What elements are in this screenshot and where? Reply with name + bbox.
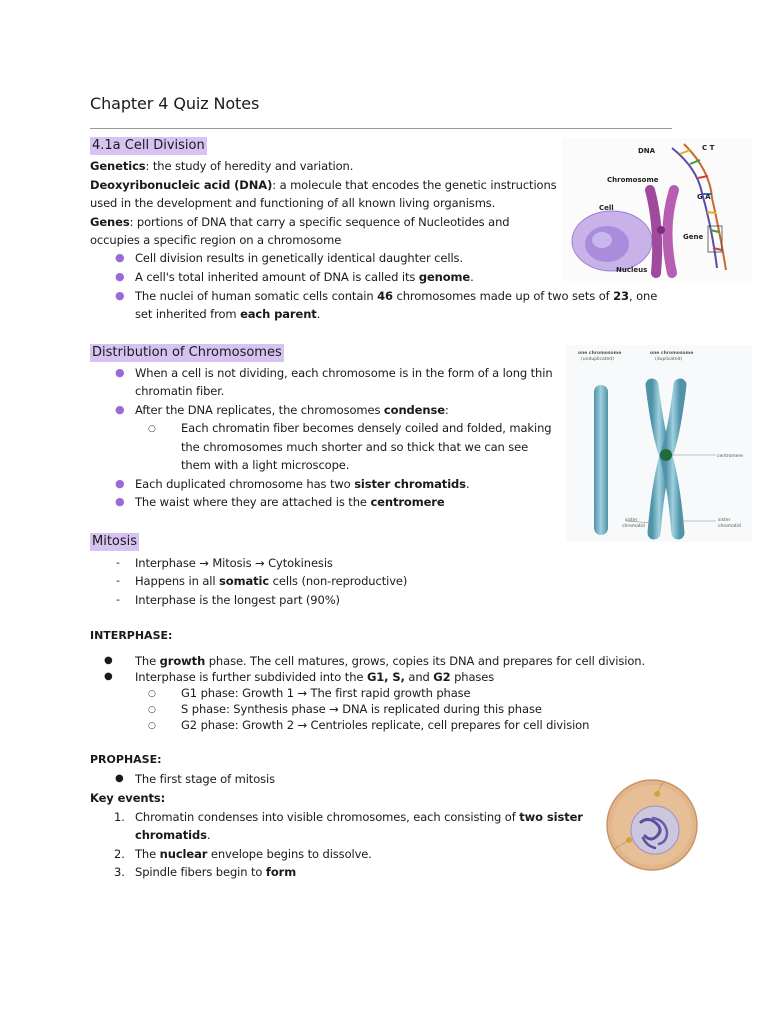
genes-definition-line2: occupies a specific region on a chromosome xyxy=(90,233,342,247)
figure-label-ga: G A xyxy=(697,193,711,201)
bullet-marker: ● xyxy=(115,366,125,379)
cell-division-bullet-3-line2 xyxy=(135,305,320,323)
distribution-sub-bullet-line2: the chromosomes much shorter and so thick that we can see xyxy=(181,440,529,454)
figure-label-sister-left-2: chromatid xyxy=(622,524,645,529)
sub-bullet-marker: ○ xyxy=(148,721,156,731)
interphase-bullet-2-post: phases xyxy=(450,670,495,684)
cell-chromosome-dna-figure xyxy=(562,138,752,281)
event-number-1: 1. xyxy=(114,810,125,824)
figure-label-dna: DNA xyxy=(638,147,656,155)
section-heading-distribution: Distribution of Chromosomes xyxy=(92,345,282,360)
bullet-marker: ● xyxy=(104,671,113,682)
bullet-3-bold-23: 23 xyxy=(613,289,629,303)
genetics-definition xyxy=(90,157,353,175)
distribution-bullet-2-text: After the DNA replicates, the chromosomes xyxy=(135,403,384,417)
interphase-heading: INTERPHASE: xyxy=(90,629,173,642)
figure-label-chromosome: Chromosome xyxy=(607,176,659,184)
prophase-event-1-line2-post: . xyxy=(206,828,211,842)
event-number-3: 3. xyxy=(114,865,125,879)
prophase-cell-figure xyxy=(605,778,700,873)
interphase-bullet-2-text: Interphase is further subdivided into the xyxy=(135,670,367,684)
distribution-sub-bullet: Each chromatin fiber becomes densely coiled and folded, making xyxy=(181,421,552,435)
figure-label-gene: Gene xyxy=(683,233,704,241)
sub-bullet-marker: ○ xyxy=(148,424,156,434)
bullet-3-line2-bold: each parent xyxy=(240,307,317,321)
interphase-bullet-1-text: The xyxy=(135,654,160,668)
distribution-bullet-3 xyxy=(135,475,470,493)
sub-bullet-marker: ○ xyxy=(148,705,156,715)
page-title: Chapter 4 Quiz Notes xyxy=(90,94,260,113)
mitosis-item-2-text: Happens in all xyxy=(135,574,220,588)
bullet-2-bold: genome xyxy=(418,270,471,284)
mitosis-item-2-post: cells (non-reproductive) xyxy=(269,574,408,588)
figure-label-ct: C T xyxy=(702,144,715,152)
dash-marker: - xyxy=(116,574,120,587)
prophase-heading: PROPHASE: xyxy=(90,753,162,766)
distribution-sub-bullet-line3: them with a light microscope. xyxy=(181,458,350,472)
bullet-marker: ● xyxy=(115,251,125,264)
prophase-event-1-text: Chromatin condenses into visible chromosomes, each consisting of xyxy=(135,810,520,824)
bullet-marker: ● xyxy=(115,403,125,416)
dna-term: Deoxyribonucleic acid (DNA) xyxy=(90,178,273,192)
cell-division-bullet-3 xyxy=(135,287,657,305)
interphase-bullet-2-bold: G1, S, xyxy=(366,670,405,684)
bullet-3-text: The nuclei of human somatic cells contain xyxy=(135,289,378,303)
bullet-3-line2-text: set inherited from xyxy=(135,307,241,321)
unduplicated-chromosome xyxy=(594,385,608,535)
event-number-2: 2. xyxy=(114,847,125,861)
prophase-event-2-text: The xyxy=(135,847,160,861)
distribution-bullet-1: When a cell is not dividing, each chromosome is in the form of a long thin xyxy=(135,366,553,380)
chromosome-duplication-figure xyxy=(566,345,752,542)
prophase-event-2-bold: nuclear xyxy=(159,847,208,861)
cell-division-bullet-2 xyxy=(135,268,474,286)
figure-label-sister-right-2: chromatid xyxy=(718,524,741,529)
interphase-bullet-2-mid: and xyxy=(404,670,434,684)
figure-label-cell: Cell xyxy=(599,204,614,212)
figure-label-centromere: centromere xyxy=(717,454,744,459)
prophase-event-1 xyxy=(135,808,583,826)
section-heading-mitosis: Mitosis xyxy=(92,534,138,549)
mitosis-item-2 xyxy=(135,572,407,590)
interphase-sub-1: G1 phase: Growth 1 → The first rapid growth phase xyxy=(181,686,471,700)
bullet-marker: ● xyxy=(115,270,125,283)
genetics-def-text: : the study of heredity and variation. xyxy=(145,159,354,173)
interphase-sub-2: S phase: Synthesis phase → DNA is replicated during this phase xyxy=(181,702,542,716)
key-events-label: Key events: xyxy=(90,791,166,805)
sub-bullet-marker: ○ xyxy=(148,689,156,699)
prophase-event-1-line2-bold: chromatids xyxy=(135,828,207,842)
prophase-event-1-bold: two sister xyxy=(519,810,583,824)
prophase-event-3-text: Spindle fibers begin to xyxy=(135,865,266,879)
cell-division-bullet-1: Cell division results in genetically identical daughter cells. xyxy=(135,251,464,265)
distribution-bullet-3-bold: sister chromatids xyxy=(354,477,466,491)
distribution-bullet-1-line2: chromatin fiber. xyxy=(135,384,225,398)
distribution-bullet-4 xyxy=(135,493,445,511)
bullet-3-end: , one xyxy=(628,289,658,303)
mitosis-item-3: Interphase is the longest part (90%) xyxy=(135,593,340,607)
bullet-marker: ● xyxy=(104,655,113,666)
interphase-sub-3: G2 phase: Growth 2 → Centrioles replicate, cell prepares for cell division xyxy=(181,718,590,732)
bullet-marker: ● xyxy=(115,289,125,302)
interphase-bullet-2-bold2: G2 xyxy=(433,670,451,684)
dash-marker: - xyxy=(116,593,120,606)
genes-term: Genes xyxy=(90,215,130,229)
distribution-bullet-4-text: The waist where they are attached is the xyxy=(135,495,371,509)
prophase-event-3-bold: form xyxy=(265,865,297,879)
figure-label-one-chromosome-left: one chromosome xyxy=(578,351,622,356)
mitosis-item-1: Interphase → Mitosis → Cytokinesis xyxy=(135,556,333,570)
centromere-dot xyxy=(660,449,672,461)
genes-definition xyxy=(90,213,509,231)
prophase-event-3 xyxy=(135,863,296,881)
prophase-event-2-post: envelope begins to dissolve. xyxy=(207,847,372,861)
section-heading-cell-division: 4.1a Cell Division xyxy=(92,138,205,153)
figure-label-one-chromosome-right: one chromosome xyxy=(650,351,694,356)
bullet-marker: ● xyxy=(115,773,124,784)
figure-label-sister-left-1: sister xyxy=(625,518,638,523)
bullet-3-line2-post: . xyxy=(316,307,321,321)
distribution-bullet-4-bold: centromere xyxy=(370,495,445,509)
bullet-2-text: A cell's total inherited amount of DNA is called its xyxy=(135,270,419,284)
title-divider xyxy=(90,128,672,129)
prophase-event-1-line2 xyxy=(135,826,210,844)
distribution-bullet-2 xyxy=(135,401,449,419)
bullet-2-post: . xyxy=(470,270,474,284)
dna-def-text-1: : a molecule that encodes the genetic instructions xyxy=(272,178,557,192)
interphase-bullet-1-bold: growth xyxy=(159,654,206,668)
prophase-event-2 xyxy=(135,845,372,863)
bullet-marker: ● xyxy=(115,495,125,508)
bullet-3-mid: chromosomes made up of two sets of xyxy=(392,289,614,303)
mitosis-item-2-bold: somatic xyxy=(219,574,270,588)
distribution-bullet-2-post: : xyxy=(444,403,449,417)
dash-marker: - xyxy=(116,556,120,569)
distribution-bullet-3-text: Each duplicated chromosome has two xyxy=(135,477,355,491)
bullet-marker: ● xyxy=(115,477,125,490)
prophase-bullet-1: The first stage of mitosis xyxy=(135,772,276,786)
distribution-bullet-2-bold: condense xyxy=(383,403,445,417)
genetics-term: Genetics xyxy=(90,159,146,173)
distribution-bullet-3-post: . xyxy=(465,477,470,491)
figure-label-nucleus: Nucleus xyxy=(616,266,648,274)
figure-label-duplicated: (duplicated) xyxy=(655,357,683,362)
dna-definition xyxy=(90,176,557,194)
dna-definition-line2: used in the development and functioning of all known living organisms. xyxy=(90,196,496,210)
genes-def-text-1: : portions of DNA that carry a specific sequence of Nucleotides and xyxy=(129,215,510,229)
interphase-bullet-1-post: phase. The cell matures, grows, copies its DNA and prepares for cell division. xyxy=(205,654,646,668)
figure-label-unduplicated: (unduplicated) xyxy=(581,357,614,362)
figure-label-sister-right-1: sister xyxy=(718,518,731,523)
bullet-3-bold-46: 46 xyxy=(377,289,393,303)
